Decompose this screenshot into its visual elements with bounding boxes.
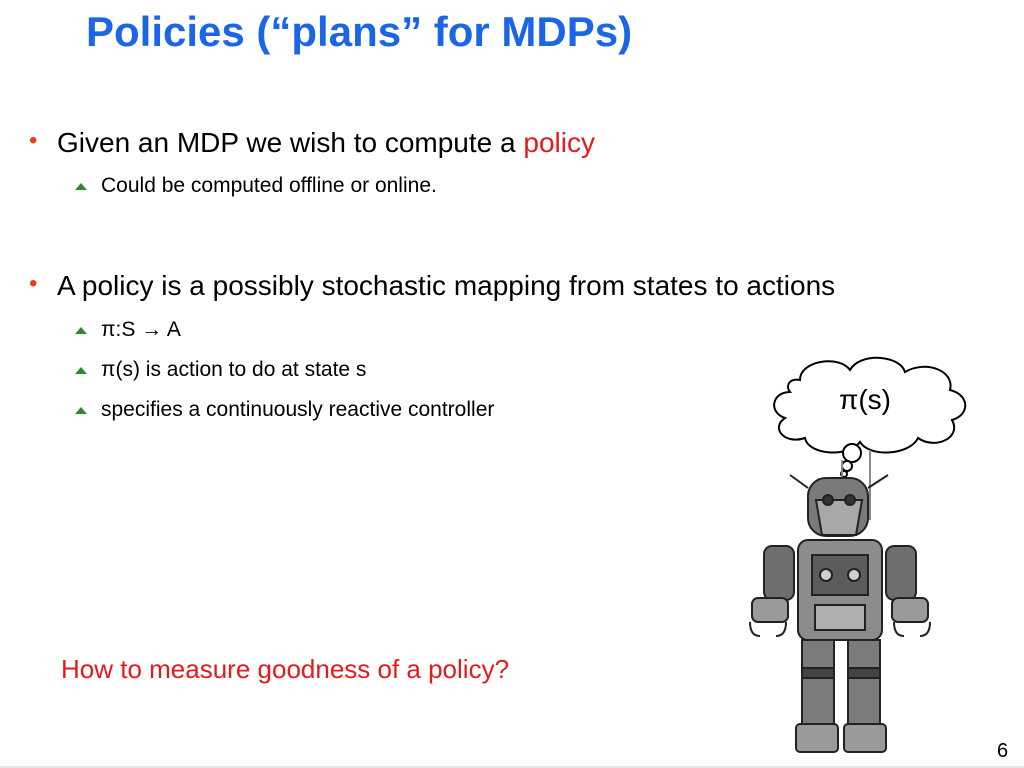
slide-title: Policies (“plans” for MDPs) bbox=[86, 8, 633, 55]
bullet-given-mdp bbox=[29, 127, 595, 159]
triangle-bullet-icon bbox=[75, 367, 87, 374]
bullet-text: A policy is a possibly stochastic mapping from states to actions bbox=[57, 270, 836, 301]
sub-bullet-action bbox=[101, 358, 366, 382]
robot-body bbox=[750, 450, 930, 752]
thought-bubble-text: π(s) bbox=[839, 384, 891, 415]
sub-bullet-controller bbox=[101, 398, 494, 422]
sub-bullet-text: π:S → A bbox=[101, 318, 181, 341]
sub-bullet-mapping bbox=[101, 318, 181, 342]
triangle-bullet-icon bbox=[75, 327, 87, 334]
triangle-bullet-icon bbox=[75, 183, 87, 190]
sub-bullet-text: π(s) is action to do at state s bbox=[101, 358, 367, 381]
policy-highlight: policy bbox=[523, 127, 595, 158]
sub-bullet-offline-online bbox=[101, 174, 437, 198]
sub-bullet-text: Could be computed offline or online. bbox=[101, 174, 437, 197]
triangle-bullet-icon bbox=[75, 407, 87, 414]
bullet-text: Given an MDP we wish to compute a bbox=[57, 127, 524, 158]
bullet-dot-icon: • bbox=[29, 270, 38, 297]
sub-bullet-text: specifies a continuously reactive controller bbox=[101, 398, 495, 421]
question-text: How to measure goodness of a policy? bbox=[61, 654, 510, 684]
page-number: 6 bbox=[997, 740, 1009, 762]
bullet-policy-definition bbox=[29, 270, 836, 302]
bullet-dot-icon: • bbox=[29, 127, 38, 154]
